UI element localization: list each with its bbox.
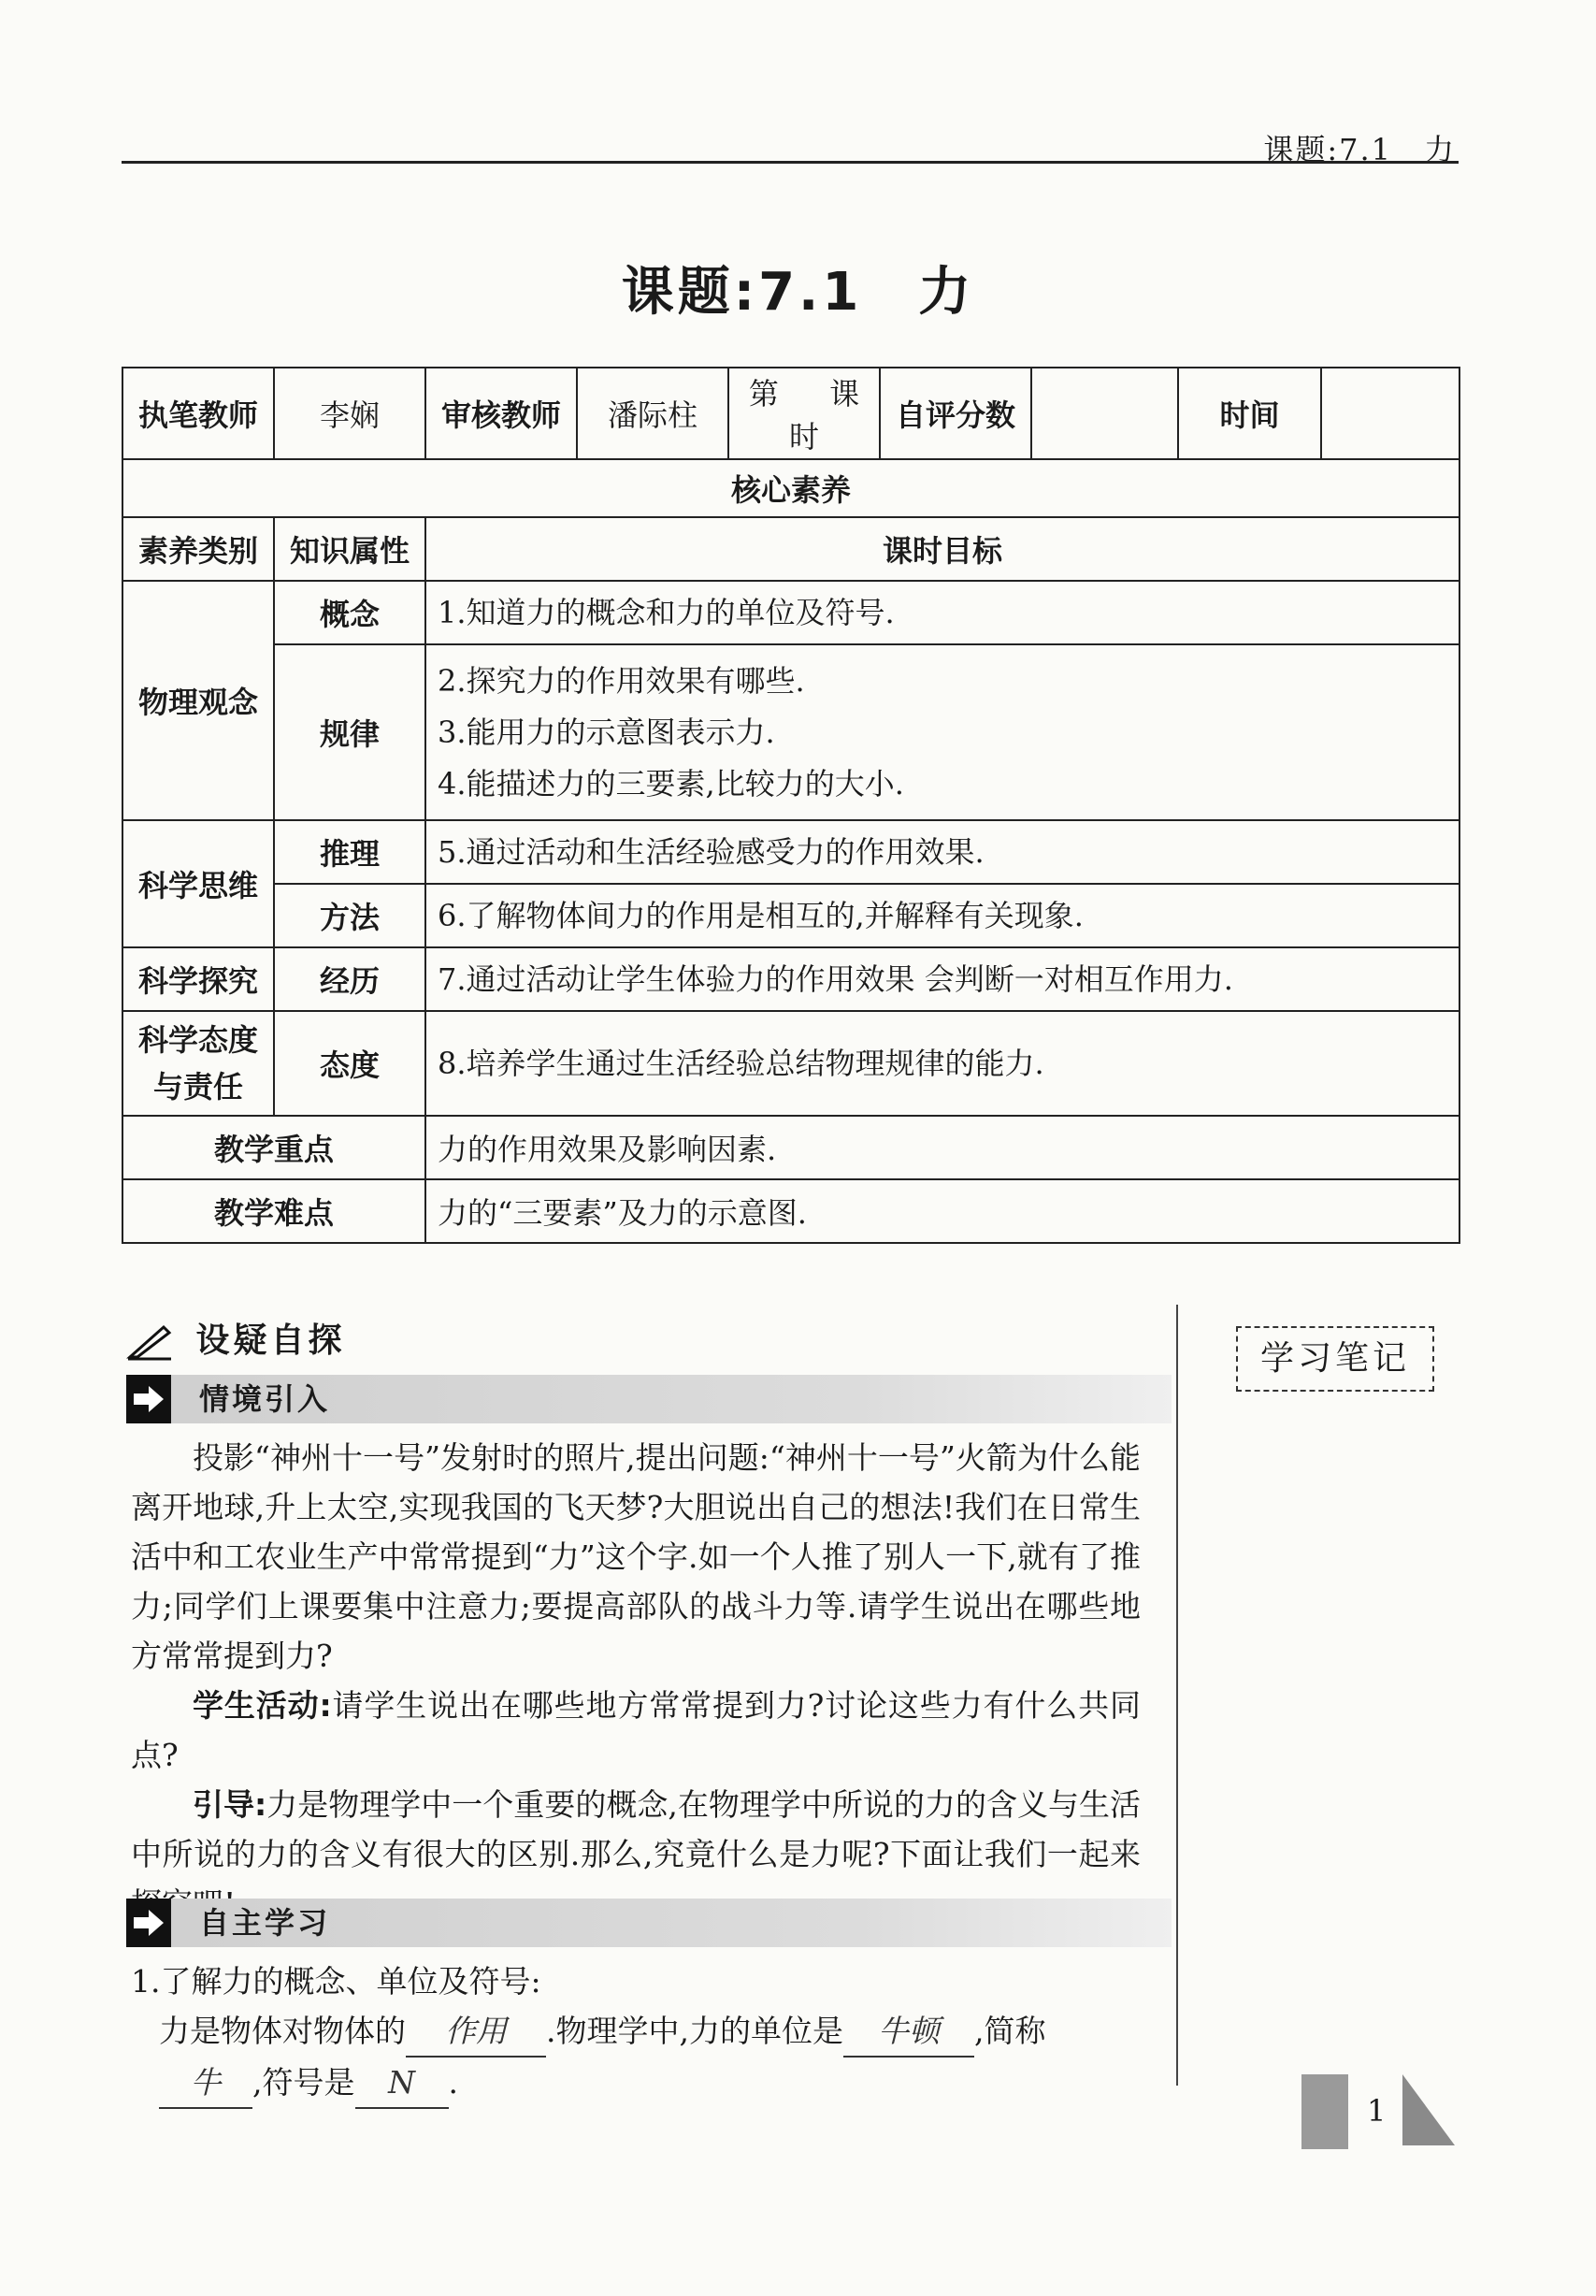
section-heading-text: 设疑自探 (195, 1321, 346, 1360)
type-physics-concept: 物理观念 (122, 581, 274, 820)
attr-rule: 规律 (274, 644, 425, 820)
score-label: 自评分数 (880, 368, 1031, 459)
situation-text (131, 1433, 1141, 1928)
student-activity-text: 请学生说出在哪些地方常常提到力?讨论这些力有什么共同点? (131, 1687, 1141, 1773)
type-scientific-thinking: 科学思维 (122, 820, 274, 947)
key-point-value: 力的作用效果及影响因素. (425, 1116, 1459, 1179)
col-attr-header: 知识属性 (274, 517, 425, 581)
self-study-bar (126, 1899, 1172, 1947)
answer-blank-4[interactable]: N (355, 2058, 449, 2109)
time-label: 时间 (1178, 368, 1321, 459)
difficulty-label: 教学难点 (122, 1179, 425, 1243)
attr-attitude: 态度 (274, 1011, 425, 1116)
answer-blank-2[interactable]: 牛顿 (843, 2006, 974, 2058)
goal-4: 4.能描述力的三要素,比较力的大小. (438, 765, 904, 801)
goals-rule (425, 644, 1459, 820)
type-scientific-inquiry: 科学探究 (122, 947, 274, 1011)
situation-paragraph-2 (131, 1681, 1141, 1780)
fill-text-3: ,简称 (973, 2013, 1046, 2049)
self-study-label: 自主学习 (199, 1905, 331, 1941)
lesson-info-table (122, 367, 1460, 1244)
writer-name: 李娴 (274, 368, 425, 459)
arrow-icon (126, 1899, 171, 1947)
goal-7: 7.通过活动让学生体验力的作用效果 会判断一对相互作用力. (425, 947, 1459, 1011)
section-heading (126, 1314, 346, 1362)
goal-1: 1.知道力的概念和力的单位及符号. (425, 581, 1459, 644)
attr-reasoning: 推理 (274, 820, 425, 884)
col-goal-header: 课时目标 (425, 517, 1459, 581)
reviewer-label: 审核教师 (425, 368, 577, 459)
writer-label: 执笔教师 (122, 368, 274, 459)
attr-experience: 经历 (274, 947, 425, 1011)
period-suffix: 课时 (788, 376, 860, 455)
self-study-text (131, 1957, 1141, 2109)
core-title: 核心素养 (122, 459, 1459, 517)
situation-label: 情境引入 (199, 1381, 331, 1417)
fill-text-5: . (448, 2064, 458, 2101)
col-type-header: 素养类别 (122, 517, 274, 581)
fill-text-4: ,符号是 (252, 2064, 355, 2101)
goal-8: 8.培养学生通过生活经验总结物理规律的能力. (425, 1011, 1459, 1116)
goal-6: 6.了解物体间力的作用是相互的,并解释有关现象. (425, 884, 1459, 947)
fill-text-1: 力是物体对物体的 (159, 2013, 406, 2049)
pencil-icon (126, 1323, 173, 1361)
situation-bar (126, 1375, 1172, 1423)
type-attitude-line1: 科学态度 (137, 1022, 258, 1058)
header-lesson-label: 课题:7.1 力 (1263, 132, 1456, 167)
student-activity-lead: 学生活动: (193, 1687, 332, 1724)
type-attitude-line2: 与责任 (152, 1069, 243, 1105)
notes-divider (1176, 1305, 1178, 2086)
type-scientific-attitude (122, 1011, 274, 1116)
goal-2: 2.探究力的作用效果有哪些. (438, 662, 805, 699)
difficulty-value: 力的“三要素”及力的示意图. (425, 1179, 1459, 1243)
answer-blank-3[interactable]: 牛 (159, 2058, 252, 2109)
score-value (1031, 368, 1178, 459)
header-rule (122, 161, 1459, 164)
answer-blank-1[interactable]: 作用 (406, 2006, 546, 2058)
period-cell (728, 368, 880, 459)
fill-in-line (131, 2006, 1141, 2109)
question-1: 1.了解力的概念、单位及符号: (131, 1963, 541, 2000)
page-title: 课题:7.1 力 (621, 262, 975, 323)
guide-text: 力是物理学中一个重要的概念,在物理学中所说的力的含义与生活中所说的力的含义有很大的区别.那么,究竟什么是力呢?下面让我们一起来 (131, 1786, 1141, 1872)
attr-concept: 概念 (274, 581, 425, 644)
goal-3: 3.能用力的示意图表示力. (438, 714, 775, 750)
situation-paragraph-1: 投影“神州十一号”发射时的照片,提出问题:“神州十一号”火箭为什么能离开地球,升上太空,实现我国的飞天梦?大胆说出自己的想法!我们在日常生活中和工农业生产中常常提到“力”这个字.如一个人推了别人一下,就有了推力;同学们上课要集中注意力;要提高部队的战斗力等.请学生说出在哪些地方常常提到力? (131, 1439, 1141, 1674)
page-corner-icon (1402, 2074, 1459, 2149)
goal-5: 5.通过活动和生活经验感受力的作用效果. (425, 820, 1459, 884)
page-marker-block (1301, 2074, 1348, 2149)
reviewer-name: 潘际柱 (577, 368, 728, 459)
attr-method: 方法 (274, 884, 425, 947)
guide-lead: 引导: (193, 1786, 267, 1823)
time-value (1321, 368, 1459, 459)
page-number: 1 (1367, 2093, 1387, 2129)
period-prefix: 第 (748, 376, 779, 412)
key-point-label: 教学重点 (122, 1116, 425, 1179)
study-notes-box: 学习笔记 (1236, 1326, 1434, 1392)
arrow-icon (126, 1375, 171, 1423)
fill-text-2: .物理学中,力的单位是 (546, 2013, 843, 2049)
